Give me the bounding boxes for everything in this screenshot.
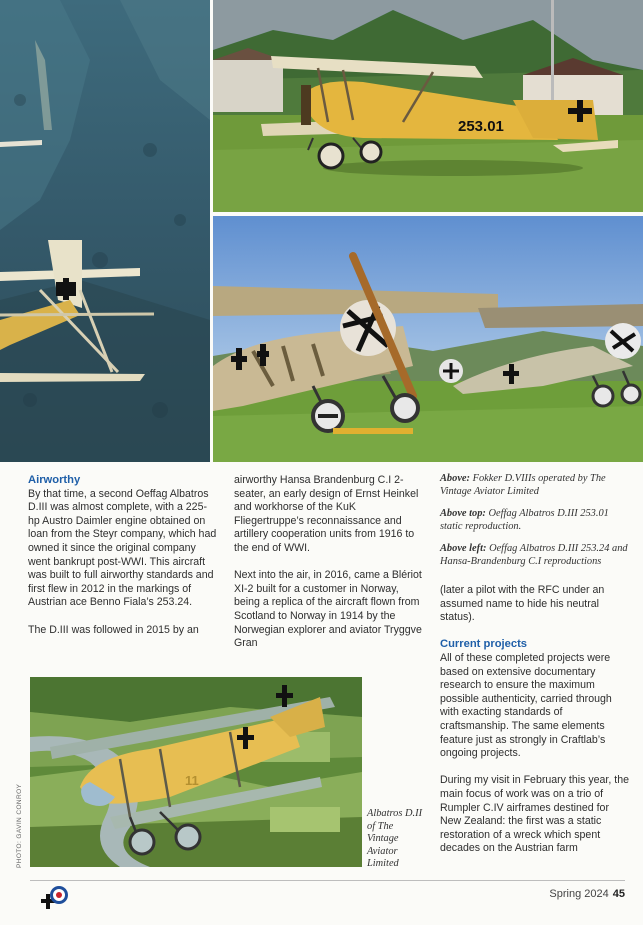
photo-albatros-static-253-01 <box>213 0 643 212</box>
caption-above-left-text: Oeffag Albatros D.III 253.24 and Hansa-Brandenburg C.I reproductions <box>440 543 628 567</box>
caption-above-top-text: Oeffag Albatros D.III 253.01 static reproduction. <box>440 508 609 532</box>
roundel-logo-icon <box>38 885 70 911</box>
photo-albatros-253-24-and-hansa <box>213 216 643 462</box>
issue-label: Spring 2024 <box>549 888 609 900</box>
body-paragraph: By that time, a second Oeffag Albatros D.III was almost complete, with a 225-hp Austro Daimler engine obtained on loan from the Steyr company, which had owned it since the original company went bankrupt post-WWI. This aircraft was built to full airworthy standards and first flew in 2012 in the markings of Austrian ace Benno Fiala’s 253.24. <box>28 487 217 609</box>
body-paragraph: airworthy Hansa Brandenburg C.I 2-seater, an early design of Ernst Heinkel and workhorse of the KuK Fliegertruppe’s reconnaissance and artillery cooperation units from 1916 to the end of WWI. <box>234 474 419 554</box>
heading-airworthy: Airworthy <box>28 474 81 486</box>
photo-captions <box>440 473 630 579</box>
photo-albatros-d-ii-flying <box>30 677 362 867</box>
photo-albatros-in-flight <box>0 0 210 462</box>
heading-current-projects: Current projects <box>440 638 528 651</box>
body-paragraph: During my visit in February this year, the main focus of work was on a trio of Rumpler C.IV airframes destined for New Zealand: the first was a static restoration of a wreck which spent decades on the Austrian farm <box>440 774 629 855</box>
body-paragraph: (later a pilot with the RFC under an assumed name to hide his neutral status). <box>440 584 605 624</box>
caption-above-left-label: Above left: <box>440 543 487 555</box>
caption-bottom-photo: Albatros D.II of The Vintage Aviator Limited <box>367 808 423 870</box>
photo-credit: PHOTO: GAVIN CONROY <box>16 783 23 868</box>
body-paragraph: Next into the air, in 2016, came a Blériot XI-2 built for a customer in Norway, being a replica of the aircraft flown from Scotland to Norway in 1914 by the Norwegian explorer and aviator Tryggve Gran <box>234 569 422 650</box>
aircraft-number-11: 11 <box>185 773 199 788</box>
page-folio <box>549 888 625 900</box>
caption-above-top <box>440 508 630 533</box>
text-column-1 <box>28 474 218 637</box>
caption-above <box>440 473 630 498</box>
aircraft-serial-253-01: 253.01 <box>458 118 504 135</box>
footer-rule <box>30 880 625 881</box>
caption-above-top-label: Above top: <box>440 508 486 520</box>
text-column-3 <box>440 584 630 856</box>
page-number: 45 <box>612 888 625 900</box>
text-column-2 <box>234 474 424 651</box>
body-paragraph: The D.III was followed in 2015 by an <box>28 623 199 636</box>
body-paragraph: All of these completed projects were based on extensive documentary research to ensure the maximum possible authenticity, carried through with exacting standards of craftsmanship. The same elements feature just as strongly in Craftlab’s ongoing projects. <box>440 651 612 760</box>
caption-above-text: Fokker D.VIIIs operated by The Vintage Aviator Limited <box>440 473 606 497</box>
caption-above-left <box>440 543 630 568</box>
caption-above-label: Above: <box>440 473 471 484</box>
